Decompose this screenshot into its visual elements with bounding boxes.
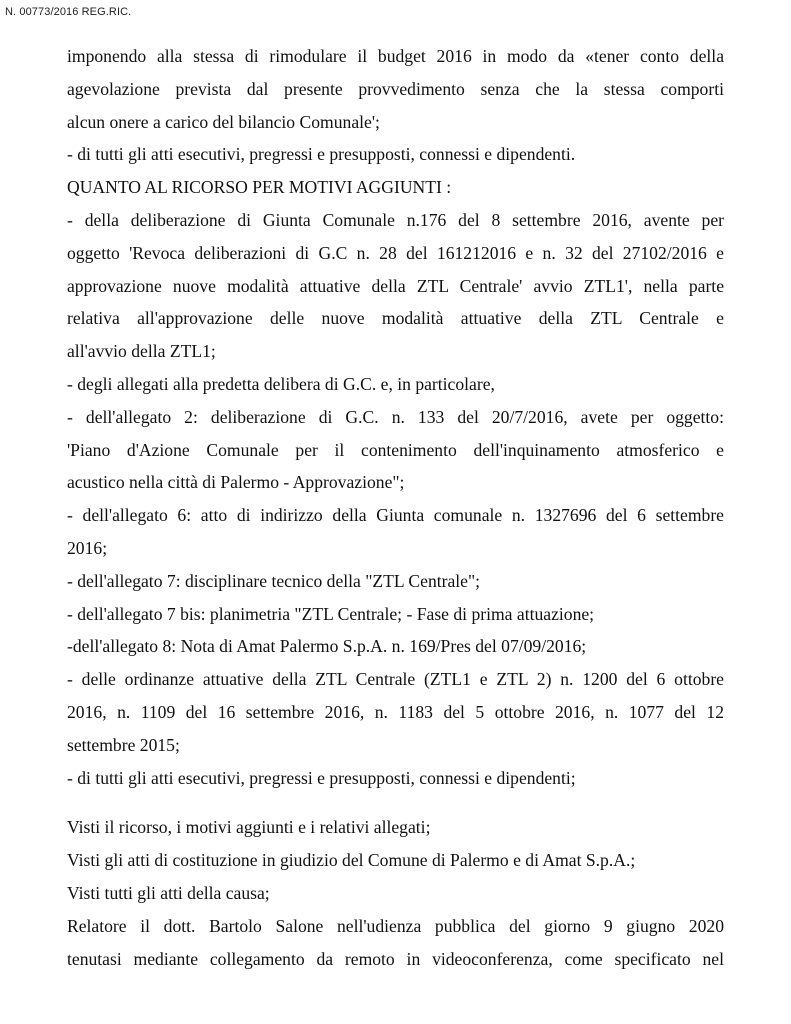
text-line: approvazione nuove modalità attuative della ZTL Centrale' avvio ZTL1', nella parte	[67, 275, 724, 296]
text-line: 2016;	[67, 537, 108, 558]
provisions-list	[67, 40, 724, 794]
text-line: agevolazione prevista dal presente provvedimento senza che la stessa comporti	[67, 78, 724, 99]
text-line: alcun onere a carico del bilancio Comunale';	[67, 111, 380, 132]
paragraph-gap	[67, 794, 724, 811]
recitals	[67, 811, 724, 975]
text-line: - dell'allegato 7: disciplinare tecnico della "ZTL Centrale";	[67, 570, 481, 591]
text-line: - dell'allegato 2: deliberazione di G.C. n. 133 del 20/7/2016, avete per oggetto:	[67, 406, 724, 427]
text-line: all'avvio della ZTL1;	[67, 341, 216, 362]
text-line: Visti il ricorso, i motivi aggiunti e i relativi allegati;	[67, 817, 431, 838]
text-line: - degli allegati alla predetta delibera di G.C. e, in particolare,	[67, 373, 495, 394]
text-line: - della deliberazione di Giunta Comunale n.176 del 8 settembre 2016, avente per	[67, 209, 724, 230]
text-line: QUANTO AL RICORSO PER MOTIVI AGGIUNTI :	[67, 177, 452, 198]
text-line: - di tutti gli atti esecutivi, pregressi e presupposti, connessi e dipendenti.	[67, 144, 576, 165]
text-line: - dell'allegato 7 bis: planimetria "ZTL Centrale; - Fase di prima attuazione;	[67, 603, 595, 624]
text-line: Visti tutti gli atti della causa;	[67, 882, 270, 903]
text-line: Relatore il dott. Bartolo Salone nell'udienza pubblica del giorno 9 giugno 2020	[67, 915, 724, 936]
text-line: Visti gli atti di costituzione in giudizio del Comune di Palermo e di Amat S.p.A.;	[67, 850, 636, 871]
text-line: imponendo alla stessa di rimodulare il budget 2016 in modo da «tener conto della	[67, 46, 724, 66]
text-line: relativa all'approvazione delle nuove modalità attuative della ZTL Centrale e	[67, 308, 724, 329]
text-line: tenutasi mediante collegamento da remoto in videoconferenza, come specificato nel	[67, 948, 724, 969]
text-line: - di tutti gli atti esecutivi, pregressi e presupposti, connessi e dipendenti;	[67, 767, 576, 788]
text-line: oggetto 'Revoca deliberazioni di G.C n. 28 del 161212016 e n. 32 del 27102/2016 e	[67, 242, 724, 263]
text-line: - dell'allegato 6: atto di indirizzo della Giunta comunale n. 1327696 del 6 settembre	[67, 505, 724, 526]
text-line: settembre 2015;	[67, 734, 180, 755]
text-line: 2016, n. 1109 del 16 settembre 2016, n. 1183 del 5 ottobre 2016, n. 1077 del 12	[67, 701, 724, 722]
text-line: acustico nella città di Palermo - Approvazione";	[67, 472, 405, 493]
text-line: -dell'allegato 8: Nota di Amat Palermo S.p.A. n. 169/Pres del 07/09/2016;	[67, 636, 587, 657]
text-line: 'Piano d'Azione Comunale per il contenimento dell'inquinamento atmosferico e	[67, 439, 724, 460]
document-body	[67, 40, 724, 975]
text-line: - delle ordinanze attuative della ZTL Centrale (ZTL1 e ZTL 2) n. 1200 del 6 ottobre	[67, 669, 724, 690]
case-number-header: N. 00773/2016 REG.RIC.	[5, 6, 132, 18]
